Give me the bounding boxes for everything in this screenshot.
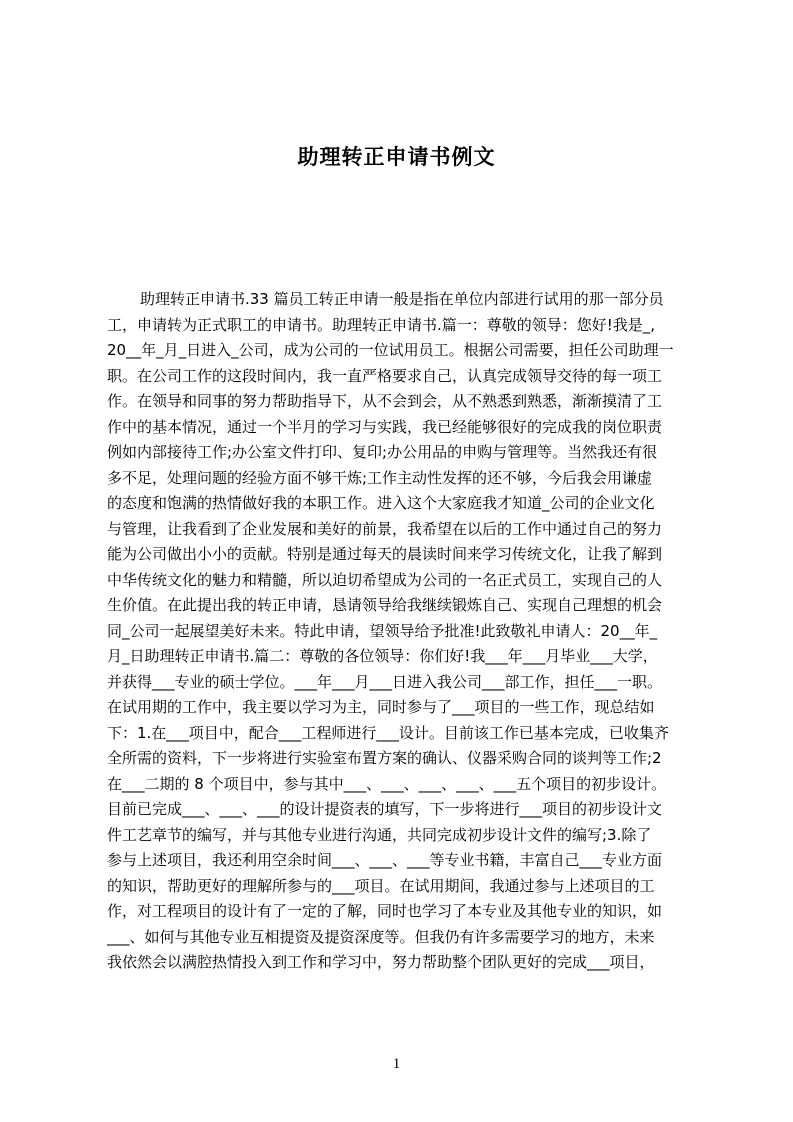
text-line: 多不足，处理问题的经验方面不够干炼;工作主动性发挥的还不够，今后我会用谦虚 — [107, 468, 653, 487]
text-line: 在试用期的工作中，我主要以学习为主，同时参与了___项目的一些工作，现总结如 — [107, 698, 655, 716]
text-line: 例如内部接待工作;办公室文件打印、复印;办公用品的申购与管理等。当然我还有很 — [107, 443, 658, 461]
text-line: 同_公司一起展望美好未来。特此申请，望领导给予批准!此致敬礼申请人：20__年_ — [107, 621, 658, 640]
text-line: 与管理，让我看到了企业发展和美好的前景，我希望在以后的工作中通过自己的努力 — [107, 519, 663, 538]
document-title: 助理转正申请书例文 — [297, 145, 496, 169]
text-line: 全所需的资料，下一步将进行实验室布置方案的确认、仪器采购合同的谈判等工作;2 — [107, 749, 662, 767]
text-line: 并获得___专业的硕士学位。___年___月___日进入我公司___部工作，担任___一职。 — [107, 672, 663, 691]
text-line: 目前已完成___、___、___的设计提资表的填写，下一步将进行___项目的初步设计文 — [107, 800, 663, 818]
text-line: 生价值。在此提出我的转正申请，恳请领导给我继续锻炼自己、实现自己理想的机会 — [107, 596, 663, 614]
page-number: 1 — [392, 1056, 401, 1072]
text-line: 的知识，帮助更好的理解所参与的___项目。在试用期间，我通过参与上述项目的工 — [107, 876, 655, 895]
text-line: 助理转正申请书.33 篇员工转正申请一般是指在单位内部进行试用的那一部分员 — [140, 290, 664, 308]
text-line: 工，申请转为正式职工的申请书。助理转正申请书.篇一：尊敬的领导：您好!我是_, — [107, 315, 656, 334]
text-line: 职。在公司工作的这段时间内，我一直严格要求自己，认真完成领导交待的每一项工 — [107, 366, 663, 385]
text-line: 作中的基本情况，通过一个半月的学习与实践，我已经能够很好的完成我的岗位职责 — [107, 417, 663, 436]
text-line: 参与上述项目，我还利用空余时间___、___、___等专业书籍，丰富自己___专业方面 — [107, 851, 663, 869]
text-line: 月_日助理转正申请书.篇二：尊敬的各位领导：你们好!我___年___月毕业___大学， — [107, 647, 658, 665]
text-line: 在___二期的 8 个项目中，参与其中___、___、___、___、___五个项目的初步设计。 — [107, 774, 667, 793]
text-line: 作，对工程项目的设计有了一定的了解，同时也学习了本专业及其他专业的知识，如 — [107, 902, 663, 920]
text-line: 的态度和饱满的热情做好我的本职工作。进入这个大家庭我才知道_公司的企业文化 — [107, 494, 655, 512]
text-line: 20__年_月_日进入_公司，成为公司的一位试用员工。根据公司需要，担任公司助理一 — [107, 341, 674, 359]
body-paragraph — [107, 287, 697, 1027]
text-line: 作。在领导和同事的努力帮助指导下，从不会到会，从不熟悉到熟悉，渐渐摸清了工 — [107, 392, 663, 410]
text-line: 能为公司做出小小的贡献。特别是通过每天的晨读时间来学习传统文化，让我了解到 — [107, 545, 663, 563]
text-line: 我依然会以满腔热情投入到工作和学习中，努力帮助整个团队更好的完成___项目， — [107, 953, 655, 971]
text-line: 下：1.在___项目中，配合___工程师进行___设计。目前该工作已基本完成，已收集齐 — [107, 723, 669, 742]
text-line: 件工艺章节的编写，并与其他专业进行沟通，共同完成初步设计文件的编写;3.除了 — [107, 825, 652, 844]
text-line: 中华传统文化的魅力和精髓，所以迫切希望成为公司的一名正式员工，实现自己的人 — [107, 570, 663, 589]
text-line: ___、如何与其他专业互相提资及提资深度等。但我仍有许多需要学习的地方，未来 — [107, 927, 655, 946]
